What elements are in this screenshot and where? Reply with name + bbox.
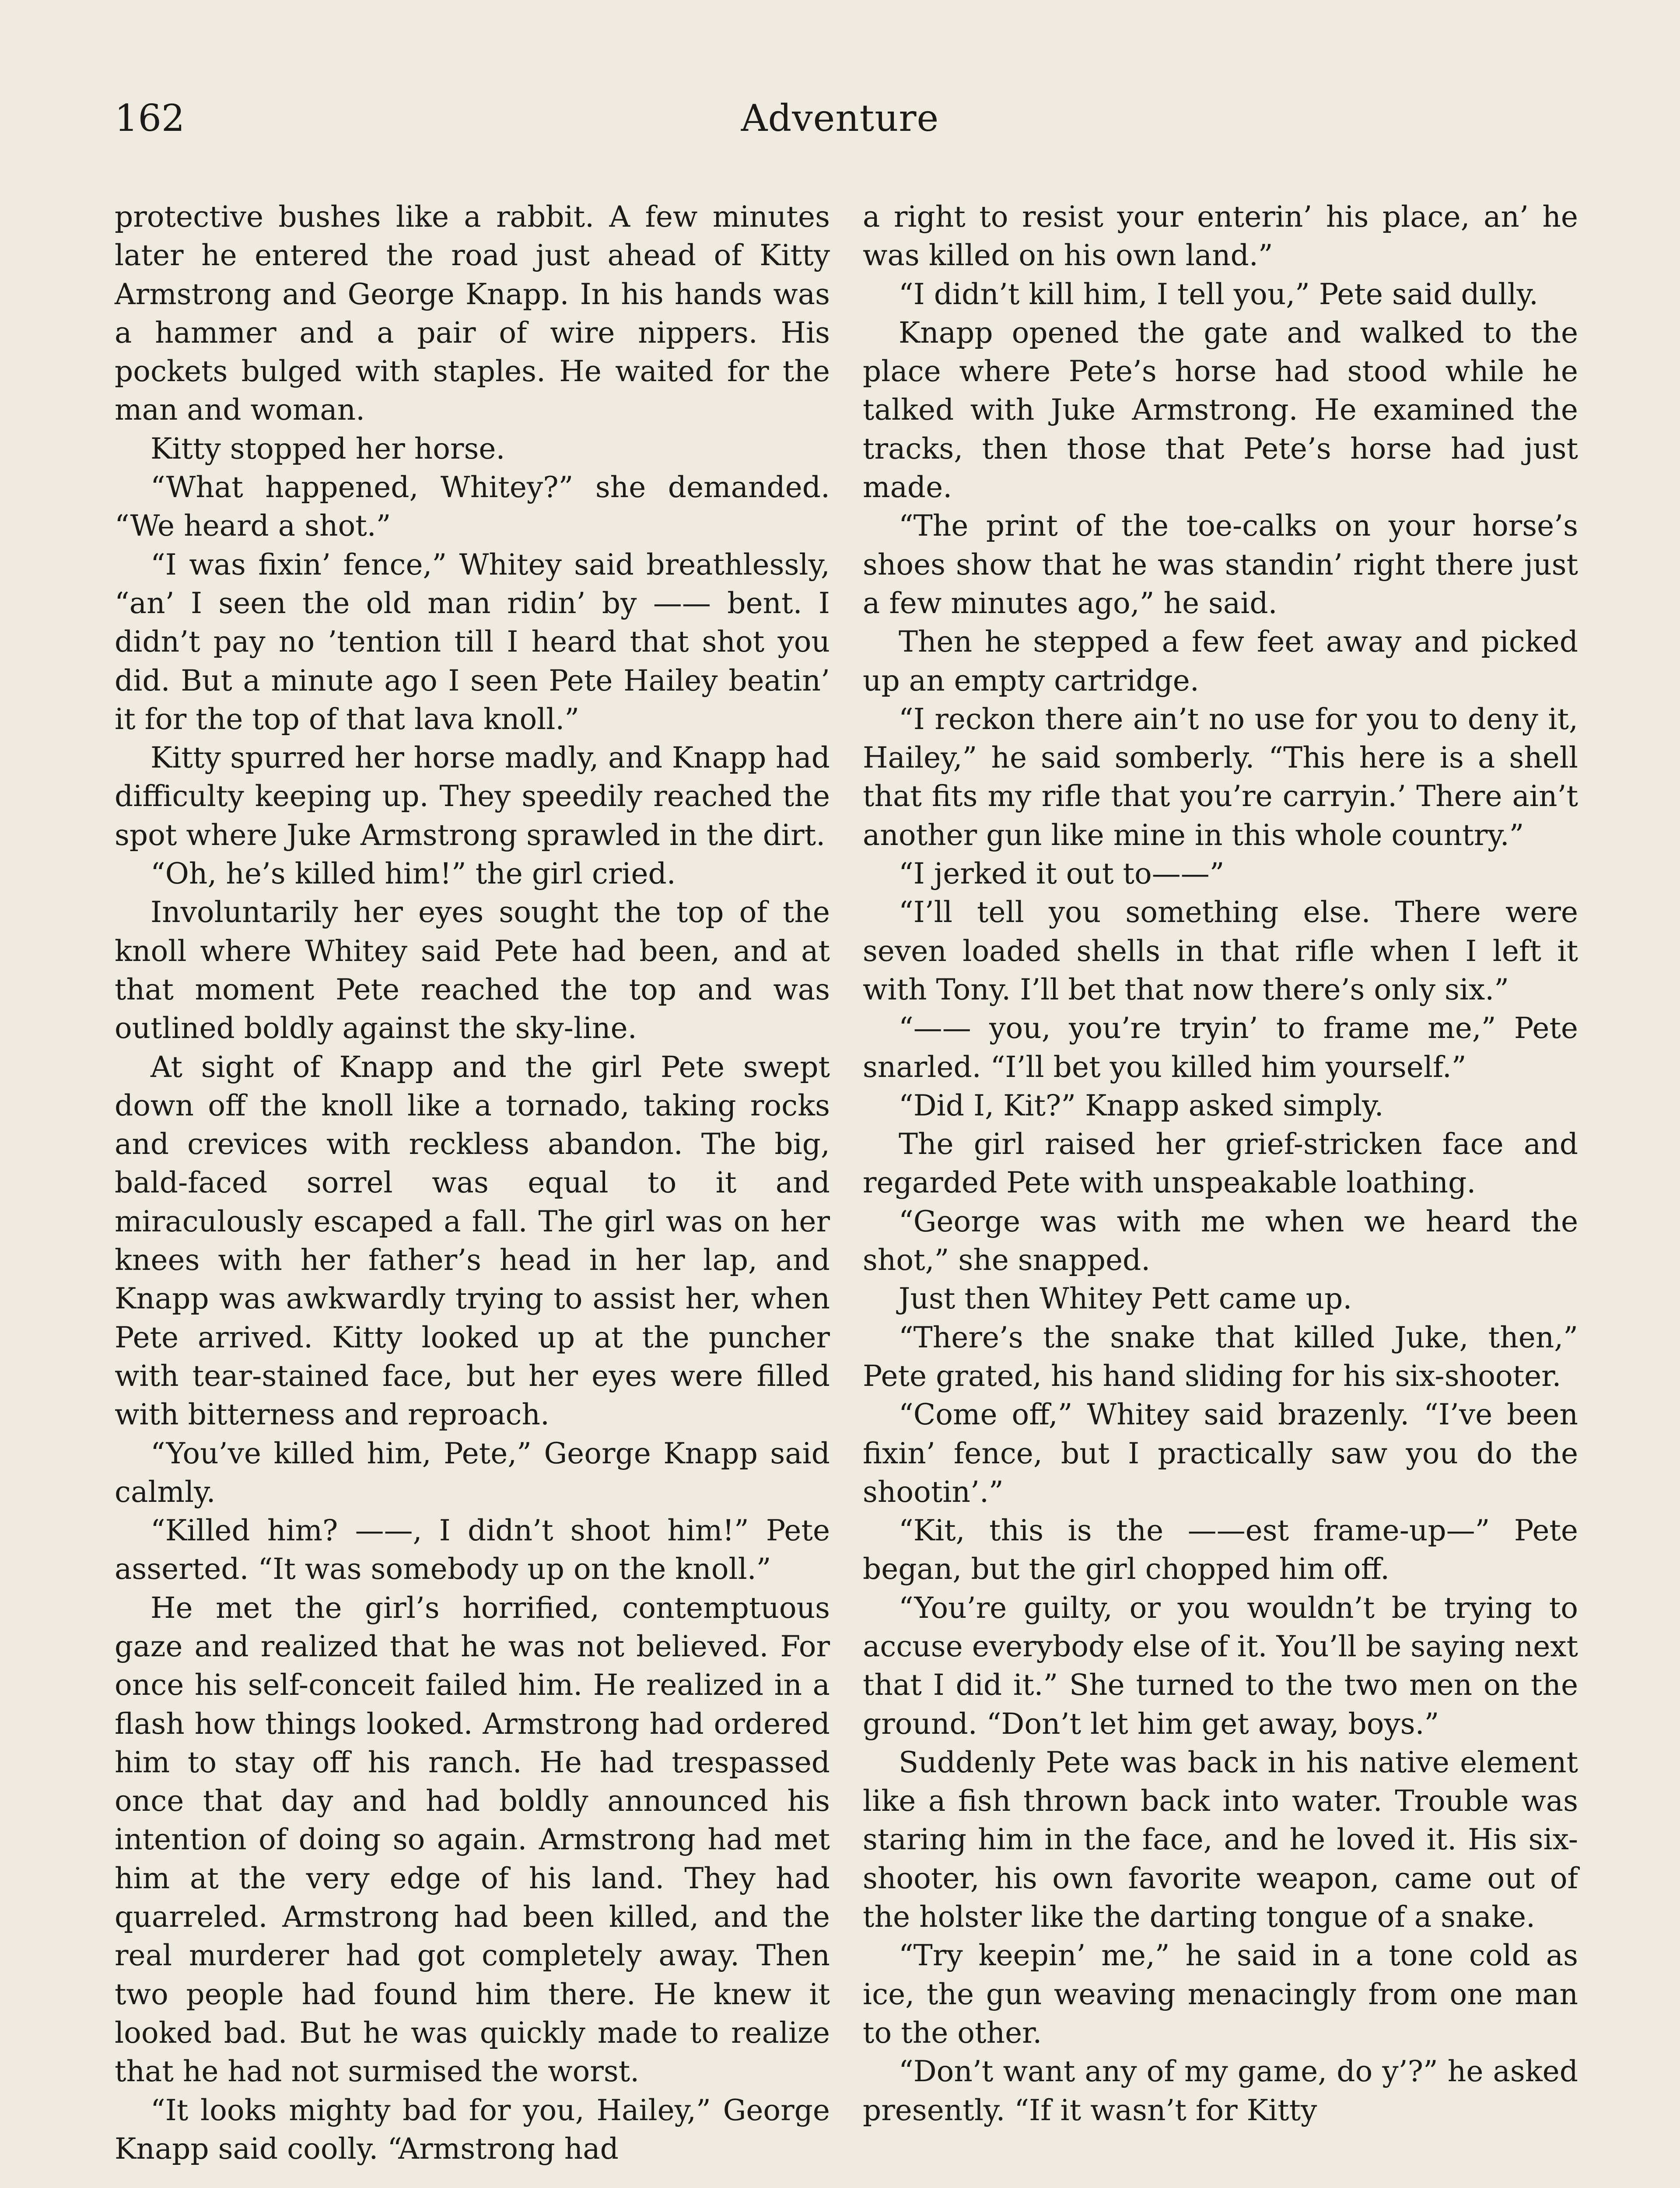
page-number: 162 (115, 97, 185, 140)
paragraph: “George was with me when we heard the shot,” she snapped. (863, 1204, 1578, 1277)
paragraph: “Oh, he’s killed him!” the girl cried. (150, 857, 676, 891)
paragraph: “—— you, you’re tryin’ to frame me,” Pete snarled. “I’ll bet you killed him yourself.” (863, 1011, 1578, 1084)
paragraph: “Did I, Kit?” Knapp asked simply. (899, 1088, 1384, 1122)
paragraph: Kitty stopped her horse. (150, 431, 505, 466)
paragraph: “You’re guilty, or you wouldn’t be trying to accuse everybody else of it. You’ll be saying next that I did it.” She turned to the two men on the ground. “Don’t let him get away, boys.” (863, 1591, 1578, 1741)
paragraph: “What happened, Whitey?” she demanded. “We heard a shot.” (115, 470, 830, 543)
paragraph: protective bushes like a rabbit. A few minutes later he entered the road just ahead of Kitty Armstrong and George Knapp. In his hands was a hammer and a pair of wire nippers. His pockets bulged with staples. He waited for the man and woman. (115, 200, 830, 427)
paragraph: “Try keepin’ me,” he said in a tone cold as ice, the gun weaving menacingly from one man to the other. (863, 1939, 1578, 2050)
paragraph: a right to resist your enterin’ his place, an’ he was killed on his own land.” (863, 200, 1578, 273)
right-column (863, 198, 1578, 2130)
paragraph: “I reckon there ain’t no use for you to deny it, Hailey,” he said somberly. “This here is a shell that fits my rifle that you’re carryin.’ There ain’t another gun like mine in this whole country.” (863, 702, 1578, 852)
paragraph: “There’s the snake that killed Juke, then,” Pete grated, his hand sliding for his six-shooter. (863, 1320, 1578, 1393)
paragraph: “Don’t want any of my game, do y’?” he asked presently. “If it wasn’t for Kitty (863, 2055, 1578, 2127)
paragraph: “The print of the toe-calks on your horse’s shoes show that he was standin’ right there just a few minutes ago,” he said. (863, 509, 1578, 620)
paragraph: “You’ve killed him, Pete,” George Knapp said calmly. (115, 1436, 830, 1509)
left-column (115, 198, 830, 2168)
paragraph: Kitty spurred her horse madly, and Knapp had difficulty keeping up. They speedily reached the spot where Juke Armstrong sprawled in the dirt. (115, 741, 830, 852)
paragraph: “It looks mighty bad for you, Hailey,” George Knapp said coolly. “Armstrong had (115, 2093, 830, 2166)
paragraph: “Kit, this is the ——est frame-up—” Pete began, but the girl chopped him off. (863, 1514, 1578, 1586)
paragraph: “I jerked it out to——” (899, 857, 1225, 891)
paragraph: “I’ll tell you something else. There were seven loaded shells in that rifle when I left it with Tony. I’ll bet that now there’s only six.” (863, 895, 1578, 1006)
paragraph: Suddenly Pete was back in his native element like a fish thrown back into water. Trouble was staring him in the face, and he loved it. His six-shooter, his own favorite weapon, came out of the holster like the darting tongue of a snake. (863, 1745, 1578, 1934)
paragraph: Then he stepped a few feet away and picked up an empty cartridge. (863, 625, 1578, 698)
paragraph: “Killed him? ——, I didn’t shoot him!” Pete asserted. “It was somebody up on the knoll.” (115, 1514, 830, 1586)
paragraph: Knapp opened the gate and walked to the place where Pete’s horse had stood while he talked with Juke Armstrong. He examined the tracks, then those that Pete’s horse had just made. (863, 316, 1578, 505)
paragraph: “Come off,” Whitey said brazenly. “I’ve been fixin’ fence, but I practically saw you do the shootin’.” (863, 1398, 1578, 1509)
paragraph: He met the girl’s horrified, contemptuous gaze and realized that he was not believed. For once his self-conceit failed him. He realized in a flash how things looked. Armstrong had ordered him to stay off his ranch. He had trespassed once that day and had boldly announced his intention of doing so again. Armstrong had met him at the very edge of his land. They had quarreled. Armstrong had been killed, and the real murderer had got completely away. Then two people had found him there. He knew it looked bad. But he was quickly made to realize that he had not surmised the worst. (115, 1591, 830, 2089)
running-head-title: Adventure (741, 97, 939, 140)
paragraph: At sight of Knapp and the girl Pete swept down off the knoll like a tornado, taking rocks and crevices with reckless abandon. The big, bald-faced sorrel was equal to it and miraculously escaped a fall. The girl was on her knees with her father’s head in her lap, and Knapp was awkwardly trying to assist her, when Pete arrived. Kitty looked up at the puncher with tear-stained face, but her eyes were filled with bitterness and reproach. (115, 1050, 830, 1432)
paragraph: “I was fixin’ fence,” Whitey said breathlessly, “an’ I seen the old man ridin’ by —— bent. I didn’t pay no ’tention till I heard that shot you did. But a minute ago I seen Pete Hailey beatin’ it for the top of that lava knoll.” (115, 547, 830, 736)
paragraph: Involuntarily her eyes sought the top of the knoll where Whitey said Pete had been, and at that moment Pete reached the top and was outlined boldly against the sky-line. (115, 895, 830, 1045)
paragraph: “I didn’t kill him, I tell you,” Pete said dully. (899, 277, 1538, 311)
paragraph: The girl raised her grief-stricken face and regarded Pete with unspeakable loathing. (863, 1127, 1578, 1200)
paragraph: Just then Whitey Pett came up. (899, 1282, 1352, 1316)
